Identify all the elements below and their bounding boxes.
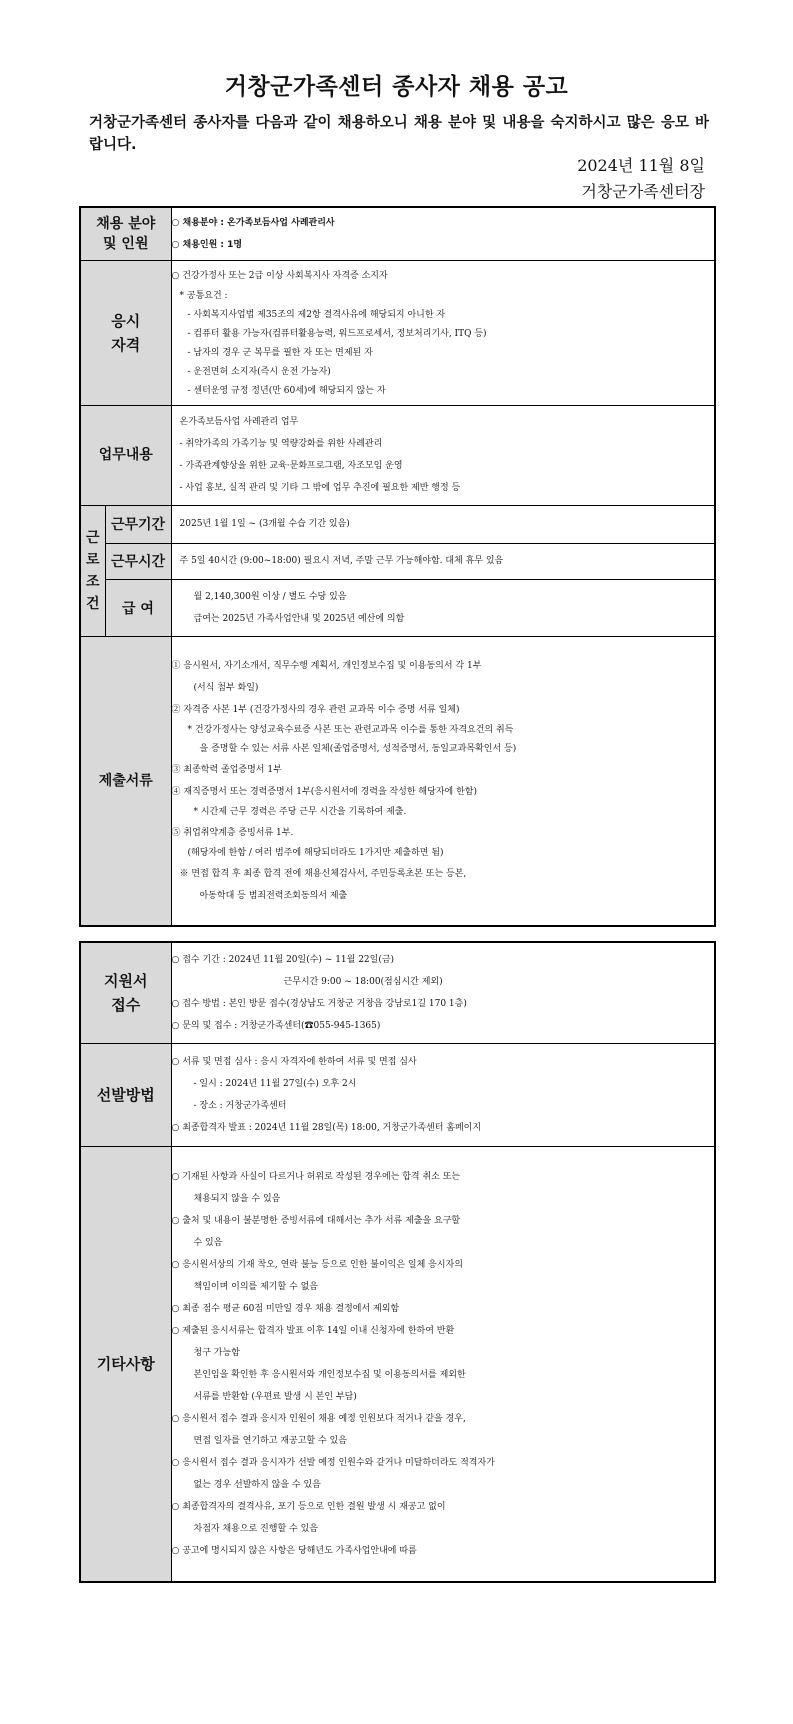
row-field	[80, 207, 715, 260]
salary-header: 급 여	[105, 579, 171, 636]
row-etc	[80, 1146, 715, 1582]
recruit-info-table	[79, 206, 716, 927]
application-header: 지원서 접수	[80, 942, 171, 1043]
selection-content: ○ 서류 및 면접 심사 : 응시 자격자에 한하여 서류 및 면접 심사 - 일시 : 2024년 11월 27일(수) 오후 2시 - 장소 : 거창군가족센터 ○ 최종합격자 발표 : 2024년 11월 28일(목) 18:00, 거창군가족센터 홈페이지	[171, 1043, 715, 1146]
work-conditions-header: 근 로 조 건	[80, 505, 105, 636]
issuer-name: 거창군가족센터장	[581, 182, 705, 201]
row-documents	[80, 636, 715, 926]
notice-date: 2024년 11월 8일	[577, 156, 705, 175]
duties-header: 업무내용	[80, 405, 171, 505]
work-period-header: 근무기간	[105, 505, 171, 543]
row-work-period	[80, 505, 715, 543]
duties-content: 온가족보듬사업 사례관리 업무 - 취약가족의 가족기능 및 역량강화를 위한 사례관리 - 가족관계향상을 위한 교육·문화프로그램, 자조모임 운영 - 사업 홍보, 실적 관리 및 기타 그 밖에 업무 추진에 필요한 제반 행정 등	[171, 405, 715, 505]
row-salary	[80, 579, 715, 636]
documents-header: 제출서류	[80, 636, 171, 926]
field-header: 채용 분야 및 인원	[80, 207, 171, 260]
work-hours-header: 근무시간	[105, 543, 171, 579]
page-title: 거창군가족센터 종사자 채용 공고	[224, 74, 569, 100]
application-content: ○ 접수 기간 : 2024년 11월 20일(수) ~ 11월 22일(금) 근무시간 9:00 ~ 18:00(점심시간 제외) ○ 접수 방법 : 본인 방문 접수(경상남도 거창군 거창읍 강남로1길 170 1층) ○ 문의 및 접수 : 거창군가족센터(☎055-945-1365)	[171, 942, 715, 1043]
application-info-table	[79, 941, 716, 1583]
work-period-content: 2025년 1월 1일 ~ (3개월 수습 기간 있음)	[171, 505, 715, 543]
row-qualification	[80, 260, 715, 405]
qualification-header: 응시 자격	[80, 260, 171, 405]
selection-header: 선발방법	[80, 1043, 171, 1146]
intro-text: 거창군가족센터 종사자를 다음과 같이 채용하오니 채용 분야 및 내용을 숙지하시고 많은 응모 바랍니다.	[89, 115, 709, 153]
row-duties	[80, 405, 715, 505]
row-work-hours	[80, 543, 715, 579]
row-application	[80, 942, 715, 1043]
etc-content: ○ 기재된 사항과 사실이 다르거나 허위로 작성된 경우에는 합격 취소 또는 채용되지 않을 수 있음 ○ 출처 및 내용이 불분명한 증빙서류에 대해서는 추가 서류 제출을 요구할 수 있음 ○ 응시원서상의 기재 착오, 연락 불능 등으로 인한 불이익은 일체 응시자의 책임이며 이의를 제기할 수 없음 ○ 최종 점수 평균 60점 미만일 경우 채용 결정에서 제외함 ○ 제출된 응시서류는 합격자 발표 이후 14일 이내 신청자에 한하여 반환 청구 가능함 본인임을 확인한 후 응시원서와 개인정보수집 및 이용동의서를 제외한 서류를 반환함 (우편료 발생 시 본인 부담) ○ 응시원서 접수 결과 응시자 인원이 채용 예정 인원보다 적거나 같을 경우, 면접 일자를 연기하고 재공고할 수 있음 ○ 응시원서 접수 결과 응시자가 선발 예정 인원수와 같거나 미달하더라도 적격자가 없는 경우 선발하지 않을 수 있음 ○ 최종합격자의 결격사유, 포기 등으로 인한 결원 발생 시 재공고 없이 차점자 채용으로 진행할 수 있음 ○ 공고에 명시되지 않은 사항은 당해년도 가족사업안내에 따름	[171, 1146, 715, 1582]
row-selection	[80, 1043, 715, 1146]
documents-content: ① 응시원서, 자기소개서, 직무수행 계획서, 개인정보수집 및 이용동의서 각 1부 (서식 첨부 화일) ② 자격증 사본 1부 (건강가정사의 경우 관련 교과목 이수 증명 서류 일체) * 건강가정사는 양성교육수료증 사본 또는 관련교과목 이수를 통한 자격요건의 취득 을 증명할 수 있는 서류 사본 일체(졸업증명서, 성적증명서, 동일교과목확인서 등) ③ 최종학력 졸업증명서 1부 ④ 재직증명서 또는 경력증명서 1부(응시원서에 경력을 작성한 해당자에 한함) * 시간제 근무 경력은 주당 근무 시간을 기록하여 제출. ⑤ 취업취약계층 증빙서류 1부. (해당자에 한함 / 여러 범주에 해당되더라도 1가지만 제출하면 됨) ※ 면접 합격 후 최종 합격 전에 채용신체검사서, 주민등록초본 또는 등본, 아동학대 등 범죄전력조회동의서 제출	[171, 636, 715, 926]
work-hours-content: 주 5일 40시간 (9:00~18:00) 필요시 저녁, 주말 근무 가능해야함. 대체 휴무 있음	[171, 543, 715, 579]
etc-header: 기타사항	[80, 1146, 171, 1582]
field-content: ○ 채용분야 : 온가족보듬사업 사례관리사 ○ 채용인원 : 1명	[171, 207, 715, 260]
salary-content: 월 2,140,300원 이상 / 별도 수당 있음 급여는 2025년 가족사업안내 및 2025년 예산에 의함	[171, 579, 715, 636]
qualification-content: ○ 건강가정사 또는 2급 이상 사회복지사 자격증 소지자 * 공통요건 : - 사회복지사업법 제35조의 제2항 결격사유에 해당되지 아니한 자 - 컴퓨터 활용 가능자(컴퓨터활용능력, 워드프로세서, 정보처리기사, ITQ 등) - 남자의 경우 군 복무를 필한 자 또는 면제된 자 - 운전면허 소지자(즉시 운전 가능자) - 센터운영 규정 정년(만 60세)에 해당되지 않는 자	[171, 260, 715, 405]
